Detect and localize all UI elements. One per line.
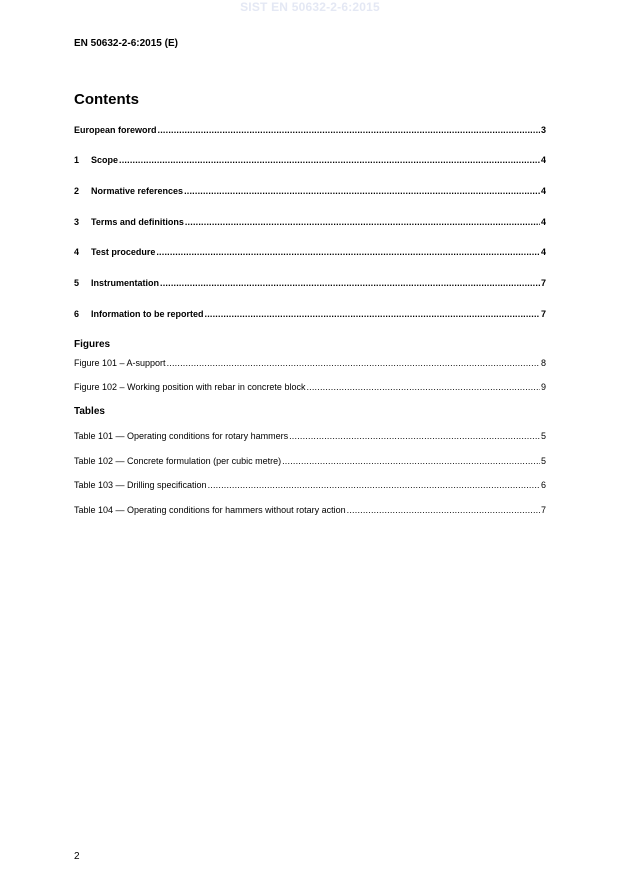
toc-entry-title: Terms and definitions xyxy=(91,217,184,227)
toc-entry-instrumentation[interactable] xyxy=(74,278,546,288)
watermark: SIST EN 50632-2-6:2015 xyxy=(240,0,380,14)
toc-entry-title: Information to be reported xyxy=(91,309,204,319)
contents-heading: Contents xyxy=(74,91,139,108)
dot-leader xyxy=(347,505,540,515)
toc-entry-title: Table 101 — Operating conditions for rotary hammers xyxy=(74,431,289,441)
toc-entry-normative-references[interactable] xyxy=(74,186,546,196)
dot-leader xyxy=(119,155,540,165)
toc-entry-page: 6 xyxy=(540,480,546,490)
toc-entry-page: 7 xyxy=(540,278,546,288)
toc-entry-terms-and-definitions[interactable] xyxy=(74,217,546,227)
toc-entry-figure-102[interactable] xyxy=(74,382,546,392)
toc-entry-number: 3 xyxy=(74,217,80,227)
dot-leader xyxy=(156,247,540,257)
toc-entry-title: Figure 101 – A-support xyxy=(74,358,166,368)
toc-entry-page: 5 xyxy=(540,431,546,441)
toc-entry-number: 5 xyxy=(74,278,80,288)
toc-entry-number: 2 xyxy=(74,186,80,196)
dot-leader xyxy=(306,382,540,392)
dot-leader xyxy=(158,125,540,135)
page-number: 2 xyxy=(74,851,80,862)
figures-heading: Figures xyxy=(74,339,111,350)
toc-entry-title: Figure 102 – Working position with rebar in concrete block xyxy=(74,382,306,392)
toc-entry-table-101[interactable] xyxy=(74,431,546,441)
toc-entry-title: Scope xyxy=(91,155,119,165)
dot-leader xyxy=(208,480,540,490)
toc-entry-page: 4 xyxy=(540,155,546,165)
dot-leader xyxy=(184,186,540,196)
document-id: EN 50632-2-6:2015 (E) xyxy=(74,38,178,49)
toc-entry-foreword[interactable] xyxy=(74,125,546,135)
dot-leader xyxy=(289,431,540,441)
toc-entry-title: Instrumentation xyxy=(91,278,160,288)
toc-entry-test-procedure[interactable] xyxy=(74,247,546,257)
toc-entry-information-to-be-reported[interactable] xyxy=(74,309,546,319)
toc-entry-figure-101[interactable] xyxy=(74,358,546,368)
toc-entry-title: Normative references xyxy=(91,186,184,196)
toc-entry-page: 7 xyxy=(540,505,546,515)
toc-entry-page: 3 xyxy=(540,125,546,135)
toc-entry-page: 8 xyxy=(540,358,546,368)
dot-leader xyxy=(167,358,540,368)
toc-entry-title: Table 103 — Drilling specification xyxy=(74,480,207,490)
toc-entry-page: 4 xyxy=(540,247,546,257)
toc-entry-page: 7 xyxy=(540,309,546,319)
dot-leader xyxy=(185,217,540,227)
toc-entry-page: 9 xyxy=(540,382,546,392)
toc-entry-number: 1 xyxy=(74,155,80,165)
toc-entry-table-103[interactable] xyxy=(74,480,546,490)
toc-entry-number: 4 xyxy=(74,247,80,257)
dot-leader xyxy=(205,309,540,319)
tables-heading: Tables xyxy=(74,406,105,417)
toc-entry-title: Table 104 — Operating conditions for hammers without rotary action xyxy=(74,505,346,515)
toc-entry-page: 4 xyxy=(540,217,546,227)
toc-entry-scope[interactable] xyxy=(74,155,546,165)
toc-entry-page: 5 xyxy=(540,456,546,466)
toc-entry-page: 4 xyxy=(540,186,546,196)
toc-entry-table-102[interactable] xyxy=(74,456,546,466)
toc-entry-table-104[interactable] xyxy=(74,505,546,515)
toc-entry-title: European foreword xyxy=(74,125,157,135)
toc-entry-title: Test procedure xyxy=(91,247,156,257)
dot-leader xyxy=(160,278,540,288)
toc-entry-title: Table 102 — Concrete formulation (per cubic metre) xyxy=(74,456,282,466)
dot-leader xyxy=(282,456,540,466)
toc-entry-number: 6 xyxy=(74,309,80,319)
